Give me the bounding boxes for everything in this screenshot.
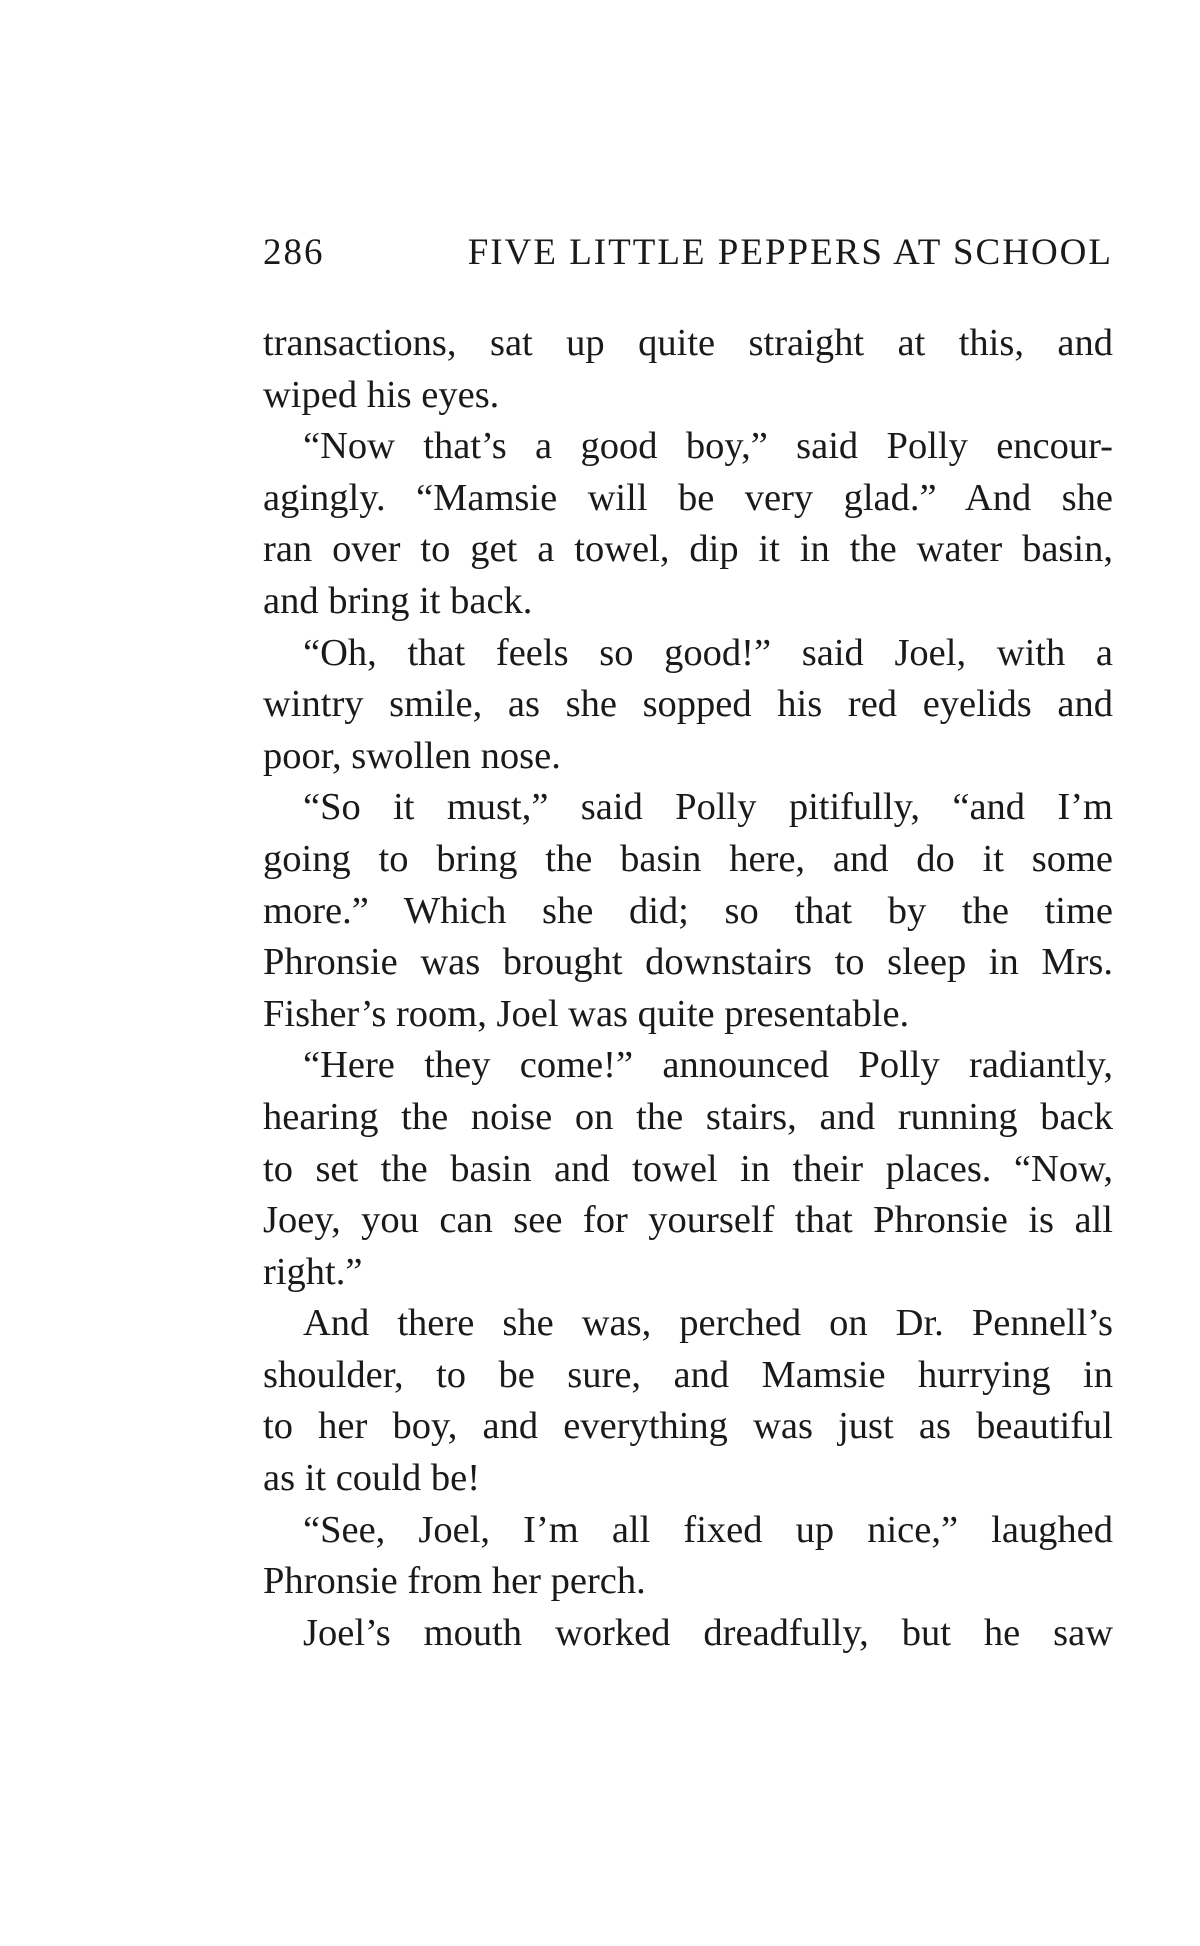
running-head bbox=[263, 228, 1113, 278]
text-line: agingly. “Mamsie will be very glad.” And she bbox=[263, 476, 1113, 519]
text-line: Fisher’s room, Joel was quite presentable. bbox=[263, 992, 910, 1035]
text-line: transactions, sat up quite straight at this, and bbox=[263, 322, 1113, 364]
text-line: Joel’s mouth worked dreadfully, but he saw bbox=[303, 1611, 1113, 1654]
text-line: Phronsie was brought downstairs to sleep in Mrs. bbox=[263, 941, 1113, 984]
body-text bbox=[263, 318, 1113, 1659]
text-line: “See, Joel, I’m all fixed up nice,” laughed bbox=[303, 1508, 1113, 1551]
text-line: “Here they come!” announced Polly radiantly, bbox=[303, 1044, 1113, 1087]
text-line: and bring it back. bbox=[263, 579, 533, 622]
text-line: wiped his eyes. bbox=[263, 373, 500, 416]
text-line: right.” bbox=[263, 1250, 363, 1293]
text-line: to her boy, and everything was just as beautiful bbox=[263, 1405, 1113, 1448]
text-line: And there she was, perched on Dr. Pennell’s bbox=[303, 1302, 1113, 1345]
text-line: poor, swollen nose. bbox=[263, 734, 561, 777]
text-line: going to bring the basin here, and do it some bbox=[263, 837, 1113, 880]
text-line: as it could be! bbox=[263, 1457, 481, 1500]
text-line: wintry smile, as she sopped his red eyelids and bbox=[263, 683, 1113, 726]
text-line: shoulder, to be sure, and Mamsie hurrying in bbox=[263, 1353, 1113, 1396]
page-number: 286 bbox=[263, 232, 325, 273]
text-line: to set the basin and towel in their places. “Now, bbox=[263, 1147, 1113, 1190]
text-line: more.” Which she did; so that by the time bbox=[263, 889, 1113, 932]
running-title: FIVE LITTLE PEPPERS AT SCHOOL bbox=[467, 232, 1113, 273]
text-line: “Oh, that feels so good!” said Joel, with a bbox=[303, 631, 1113, 674]
text-line: “Now that’s a good boy,” said Polly encour- bbox=[303, 425, 1113, 468]
text-line: hearing the noise on the stairs, and running back bbox=[263, 1095, 1113, 1138]
text-line: Phronsie from her perch. bbox=[263, 1560, 646, 1603]
text-line: “So it must,” said Polly pitifully, “and I’m bbox=[303, 786, 1113, 829]
text-line: ran over to get a towel, dip it in the water basin, bbox=[263, 528, 1113, 571]
text-line: Joey, you can see for yourself that Phronsie is all bbox=[263, 1199, 1113, 1242]
